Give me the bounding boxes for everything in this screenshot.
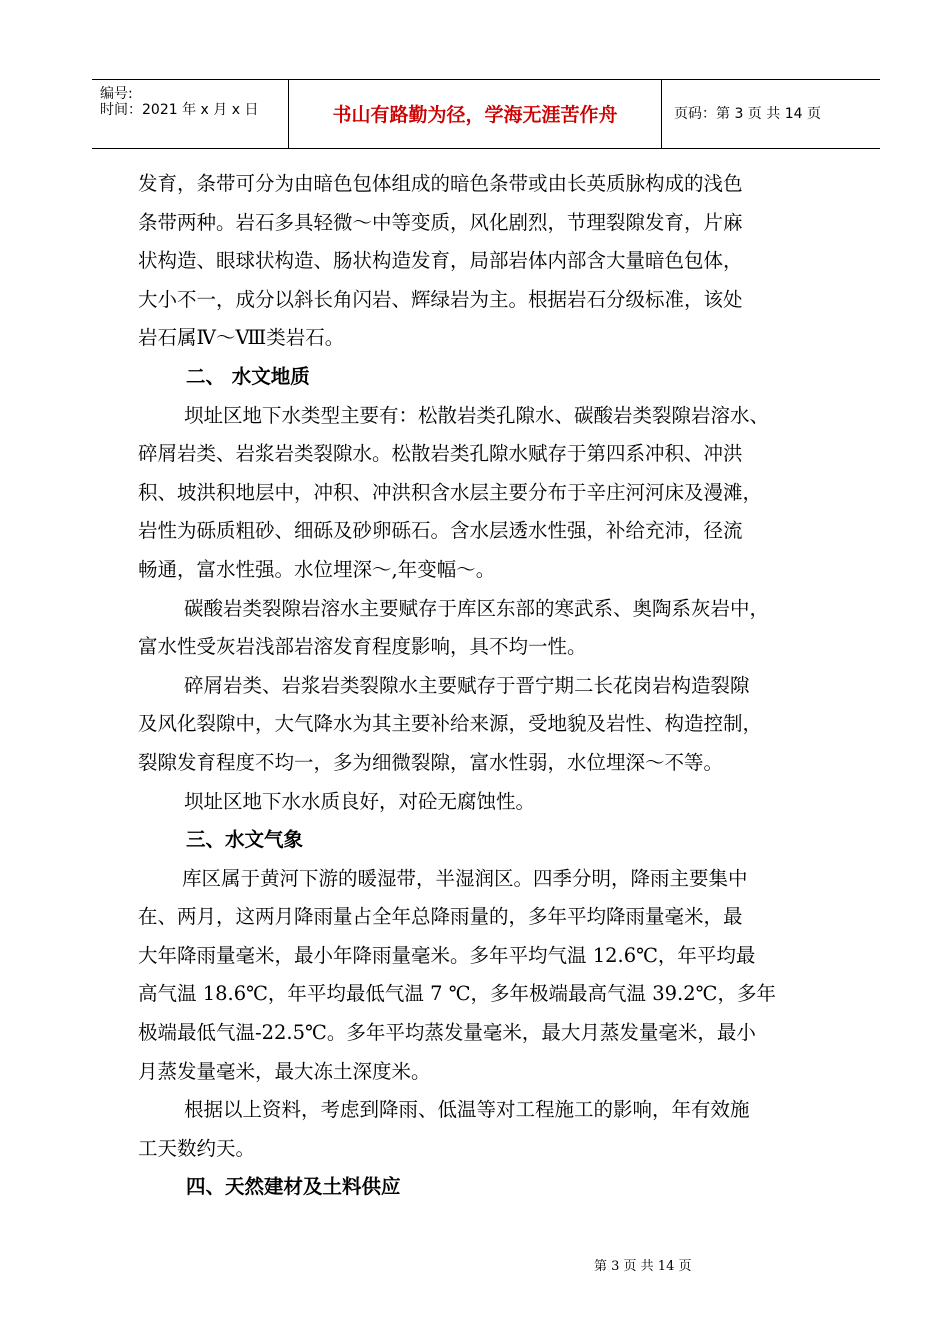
document-body bbox=[138, 165, 838, 1207]
body-line: 大小不一，成分以斜长角闪岩、辉绿岩为主。根据岩石分级标准，该处 bbox=[138, 287, 743, 311]
header-page-cell bbox=[662, 80, 880, 148]
body-line: 状构造、眼球状构造、肠状构造发育，局部岩体内部含大量暗色包体， bbox=[138, 249, 743, 273]
body-line: 坝址区地下水水质良好，对砼无腐蚀性。 bbox=[184, 789, 536, 813]
body-line: 畅通，富水性强。水位埋深～,年变幅～。 bbox=[138, 557, 496, 581]
section-heading-hydrometeorology: 三、水文气象 bbox=[186, 828, 304, 852]
body-line: 大年降雨量毫米，最小年降雨量毫米。多年平均气温 12.6℃，年平均最 bbox=[138, 943, 756, 967]
body-line: 月蒸发量毫米，最大冻土深度米。 bbox=[138, 1059, 431, 1083]
body-line: 发育，条带可分为由暗色包体组成的暗色条带或由长英质脉构成的浅色 bbox=[138, 172, 743, 195]
page-footer: 第 3 页 共 14 页 bbox=[594, 1259, 692, 1274]
body-line: 条带两种。岩石多具轻微～中等变质，风化剧烈，节理裂隙发育，片麻 bbox=[138, 210, 743, 234]
body-line: 工天数约天。 bbox=[138, 1136, 256, 1160]
document-number-label: 编号: bbox=[100, 86, 133, 102]
body-line: 坝址区地下水类型主要有：松散岩类孔隙水、碳酸岩类裂隙岩溶水、 bbox=[184, 403, 770, 427]
body-line: 岩石属Ⅳ～Ⅷ类岩石。 bbox=[138, 326, 345, 350]
section-heading-materials: 四、天然建材及土料供应 bbox=[186, 1175, 401, 1199]
body-line: 及风化裂隙中，大气降水为其主要补给来源，受地貌及岩性、构造控制， bbox=[138, 712, 763, 736]
body-line: 富水性受灰岩浅部岩溶发育程度影响，具不均一性。 bbox=[138, 635, 587, 659]
body-line: 碳酸岩类裂隙岩溶水主要赋存于库区东部的寒武系、奥陶系灰岩中， bbox=[184, 596, 770, 620]
header-meta-cell bbox=[92, 80, 289, 148]
section-heading-hydrogeology: 二、 水文地质 bbox=[186, 364, 310, 388]
body-line: 高气温 18.6℃，年平均最低气温 7 ℃，多年极端最高气温 39.2℃，多年 bbox=[138, 982, 776, 1006]
document-time-label: 时间：2021 年 x 月 x 日 bbox=[100, 102, 259, 118]
header-motto: 书山有路勤为径，学海无涯苦作舟 bbox=[332, 104, 618, 126]
header-motto-cell bbox=[289, 80, 662, 148]
body-line: 裂隙发育程度不均一，多为细微裂隙，富水性弱，水位埋深～不等。 bbox=[138, 750, 724, 774]
body-line: 碎屑岩类、岩浆岩类裂隙水。松散岩类孔隙水赋存于第四系冲积、冲洪 bbox=[138, 442, 743, 466]
body-line: 碎屑岩类、岩浆岩类裂隙水主要赋存于晋宁期二长花岗岩构造裂隙 bbox=[184, 673, 750, 697]
body-line: 极端最低气温-22.5℃。多年平均蒸发量毫米，最大月蒸发量毫米，最小 bbox=[138, 1021, 756, 1045]
page-header bbox=[92, 79, 880, 149]
header-page-info: 页码：第 3 页 共 14 页 bbox=[674, 106, 821, 122]
body-line: 积、坡洪积地层中，冲积、冲洪积含水层主要分布于辛庄河河床及漫滩， bbox=[138, 480, 763, 504]
body-line: 岩性为砾质粗砂、细砾及砂卵砾石。含水层透水性强，补给充沛，径流 bbox=[138, 519, 743, 543]
body-line: 在、两月，这两月降雨量占全年总降雨量的，多年平均降雨量毫米，最 bbox=[138, 905, 743, 929]
body-line: 根据以上资料，考虑到降雨、低温等对工程施工的影响，年有效施 bbox=[184, 1098, 750, 1122]
body-line: 库区属于黄河下游的暖湿带，半湿润区。四季分明，降雨主要集中 bbox=[182, 866, 748, 890]
